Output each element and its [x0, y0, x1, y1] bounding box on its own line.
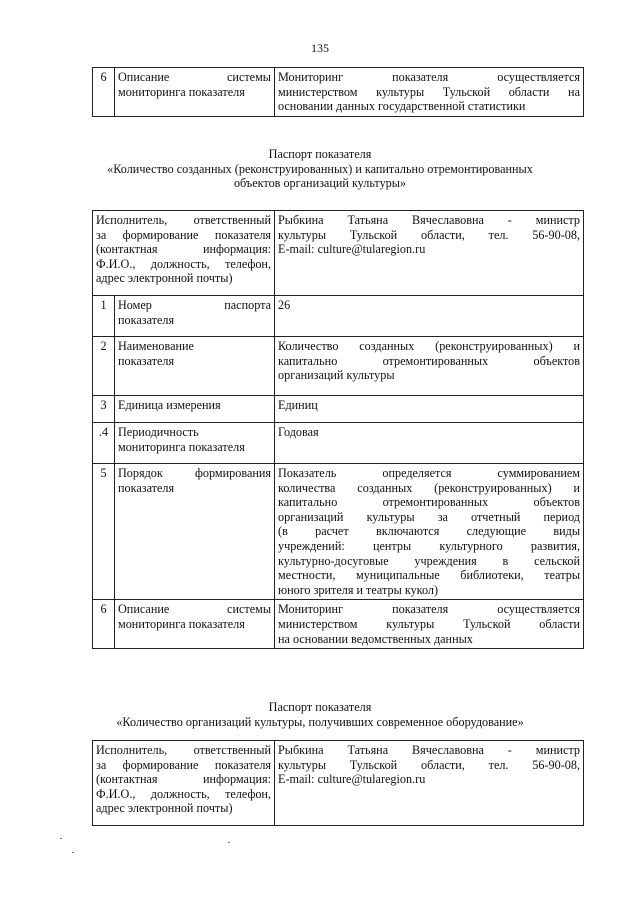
passport-title: Паспорт показателя [268, 700, 372, 714]
label-line: мониторинга показателя [118, 616, 245, 631]
executor-label [93, 211, 275, 296]
label-line: за формирование показателя [96, 227, 272, 242]
passport-subtitle-line: «Количество созданных (реконструированных) и капитально отремонтированных [107, 161, 533, 176]
table-row [93, 296, 584, 337]
row-value [275, 423, 584, 464]
value-line: Количество созданных (реконструированных) и [278, 339, 581, 353]
label-line: адрес электронной почты) [96, 801, 233, 816]
value-line: основании данных государственной статистики [278, 99, 526, 114]
table-row [93, 464, 584, 600]
table-row [93, 337, 584, 396]
row-value [275, 600, 584, 649]
value-line: культуры Тульской области, тел. 56-90-08, [278, 757, 581, 772]
table-row [93, 68, 584, 117]
row-label [115, 337, 275, 396]
row-number: 6 [93, 600, 115, 649]
value-line: организаций культуры [278, 368, 395, 383]
label-line: Исполнитель, ответственный [96, 743, 272, 757]
value-line: Мониторинг показателя осуществляется [278, 602, 581, 617]
row-value [275, 464, 584, 600]
passport-1-table [92, 210, 584, 649]
passport-title: Паспорт показателя [268, 147, 372, 161]
value-line: (в расчет включаются следующие виды [278, 524, 581, 539]
row-label [115, 423, 275, 464]
row-label [115, 68, 275, 117]
value-line: капитально отремонтированных объектов [278, 353, 581, 368]
row-value [275, 68, 584, 117]
label-line: показателя [118, 312, 175, 327]
row-number: 6 [93, 68, 115, 117]
value-line: Единиц [278, 398, 318, 412]
row-label [115, 296, 275, 337]
row-number: 3 [93, 396, 115, 423]
row-number: 5 [93, 464, 115, 600]
label-line: за формирование показателя [96, 757, 272, 772]
label-line: Исполнитель, ответственный [96, 213, 272, 227]
value-line: количества созданных (реконструированных) и [278, 480, 581, 495]
row-number: .4 [93, 423, 115, 464]
row-number: 2 [93, 337, 115, 396]
label-line: Порядок формирования [118, 466, 272, 480]
label-line: Наименование [118, 339, 194, 353]
row-value [275, 337, 584, 396]
label-line: Ф.И.О., должность, телефон, [96, 256, 272, 271]
executor-label [93, 741, 275, 826]
passport-2-heading [0, 700, 640, 729]
table-continuation [92, 67, 584, 117]
value-line: министерством культуры Тульской области [278, 616, 581, 631]
passport-subtitle-line: объектов организаций культуры» [233, 176, 407, 191]
label-line: мониторинга показателя [118, 439, 245, 454]
row-label [115, 396, 275, 423]
value-line: капитально отремонтированных объектов [278, 495, 581, 510]
value-line: на основании ведомственных данных [278, 631, 473, 646]
label-line: Периодичность [118, 425, 199, 439]
label-line: Описание системы [118, 602, 272, 617]
table-row [93, 396, 584, 423]
value-line: министерством культуры Тульской области на [278, 84, 580, 99]
value-line: организаций культуры за отчетный период [278, 509, 581, 524]
label-line: Единица измерения [118, 398, 221, 412]
row-label [115, 464, 275, 600]
value-line: E-mail: culture@tularegion.ru [278, 242, 426, 257]
row-label [115, 600, 275, 649]
executor-value [275, 741, 584, 826]
value-line: Годовая [278, 425, 319, 439]
scan-speck [60, 838, 62, 839]
value-line: юного зрителя и театры кукол) [278, 582, 439, 597]
table-row [93, 423, 584, 464]
label-line: (контактная информация: [96, 242, 272, 257]
row-value [275, 296, 584, 337]
value-line: культуры Тульской области, тел. 56-90-08, [278, 227, 581, 242]
value-line: Мониторинг показателя осуществляется [278, 70, 580, 84]
label-line: Ф.И.О., должность, телефон, [96, 786, 272, 801]
label-line: (контактная информация: [96, 772, 272, 787]
label-line: Номер паспорта [118, 298, 272, 312]
table-row [93, 211, 584, 296]
value-line: E-mail: culture@tularegion.ru [278, 772, 426, 787]
label-line: Описание системы [118, 70, 271, 84]
row-number: 1 [93, 296, 115, 337]
value-line: Рыбкина Татьяна Вячеславовна - министр [278, 213, 581, 227]
passport-2-table [92, 740, 584, 826]
page-number: 135 [311, 41, 329, 55]
value-line: учреждений: центры культурного развития, [278, 538, 581, 553]
label-line: мониторинга показателя [118, 84, 245, 99]
passport-1-heading [0, 147, 640, 191]
label-line: адрес электронной почты) [96, 271, 233, 286]
scan-speck [228, 842, 230, 843]
table-row [93, 600, 584, 649]
value-line: Показатель определяется суммированием [278, 466, 581, 480]
label-line: показателя [118, 480, 175, 495]
value-line: местности, муниципальные библиотеки, театры [278, 568, 581, 583]
label-line: показателя [118, 353, 175, 368]
passport-subtitle-line: «Количество организаций культуры, получивших современное оборудование» [116, 714, 524, 729]
value-line: культурно-досуговые учреждения в сельской [278, 553, 581, 568]
executor-value [275, 211, 584, 296]
row-value [275, 396, 584, 423]
value-line: Рыбкина Татьяна Вячеславовна - министр [278, 743, 581, 757]
value-line: 26 [278, 298, 291, 312]
table-row [93, 741, 584, 826]
scan-speck [72, 852, 74, 853]
